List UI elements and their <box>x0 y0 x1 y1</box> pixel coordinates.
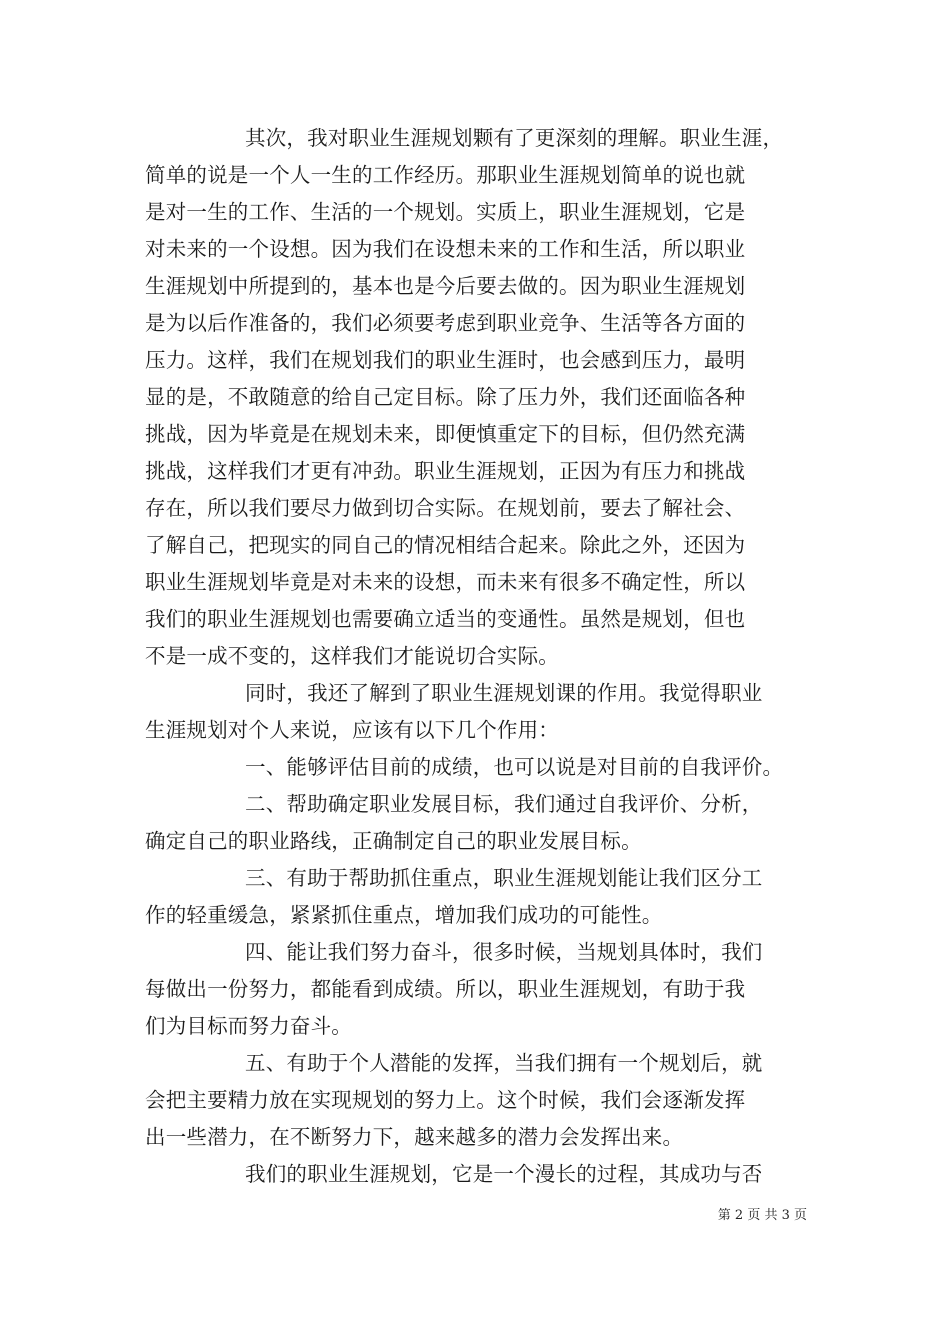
text-line: 挑战，这样我们才更有冲劲。职业生涯规划，正因为有压力和挑战 <box>145 459 746 483</box>
paragraph-first-line: 同时，我还了解到了职业生涯规划课的作用。我觉得职业 <box>245 681 763 705</box>
paragraph-first-line: 四、能让我们努力奋斗，很多时候，当规划具体时，我们 <box>245 940 763 964</box>
text-line: 生涯规划对个人来说，应该有以下几个作用： <box>145 718 559 742</box>
paragraph-first-line: 我们的职业生涯规划，它是一个漫长的过程，其成功与否 <box>245 1162 763 1186</box>
text-line: 生涯规划中所提到的，基本也是今后要去做的。因为职业生涯规划 <box>145 274 746 298</box>
document-body <box>145 120 807 1193</box>
text-line: 每做出一份努力，都能看到成绩。所以，职业生涯规划，有助于我 <box>145 977 746 1001</box>
text-line: 会把主要精力放在实现规划的努力上。这个时候，我们会逐渐发挥 <box>145 1088 746 1112</box>
text-line: 不是一成不变的，这样我们才能说切合实际。 <box>145 644 559 668</box>
text-line: 压力。这样，我们在规划我们的职业生涯时，也会感到压力，最明 <box>145 348 746 372</box>
paragraph-first-line: 五、有助于个人潜能的发挥，当我们拥有一个规划后，就 <box>245 1051 763 1075</box>
paragraph-first-line: 一、能够评估目前的成绩，也可以说是对目前的自我评价。 <box>245 755 784 779</box>
text-line: 了解自己，把现实的同自己的情况相结合起来。除此之外，还因为 <box>145 533 746 557</box>
text-line: 作的轻重缓急，紧紧抓住重点，增加我们成功的可能性。 <box>145 903 663 927</box>
text-line: 显的是，不敢随意的给自己定目标。除了压力外，我们还面临各种 <box>145 385 746 409</box>
paragraph-first-line: 其次，我对职业生涯规划颗有了更深刻的理解。职业生涯， <box>245 126 784 150</box>
text-line: 我们的职业生涯规划也需要确立适当的变通性。虽然是规划，但也 <box>145 607 746 631</box>
text-line: 们为目标而努力奋斗。 <box>145 1014 352 1038</box>
text-line: 挑战，因为毕竟是在规划未来，即便慎重定下的目标，但仍然充满 <box>145 422 746 446</box>
text-line: 简单的说是一个人一生的工作经历。那职业生涯规划简单的说也就 <box>145 163 746 187</box>
text-line: 对未来的一个设想。因为我们在设想未来的工作和生活，所以职业 <box>145 237 746 261</box>
text-line: 是为以后作准备的，我们必须要考虑到职业竞争、生活等各方面的 <box>145 311 746 335</box>
page-number-footer: 第 2 页 共 3 页 <box>717 1208 807 1223</box>
text-line: 存在，所以我们要尽力做到切合实际。在规划前，要去了解社会、 <box>145 496 746 520</box>
text-line: 是对一生的工作、生活的一个规划。实质上，职业生涯规划，它是 <box>145 200 746 224</box>
text-line: 出一些潜力，在不断努力下，越来越多的潜力会发挥出来。 <box>145 1125 684 1149</box>
text-line: 职业生涯规划毕竟是对未来的设想，而未来有很多不确定性，所以 <box>145 570 746 594</box>
paragraph-first-line: 三、有助于帮助抓住重点，职业生涯规划能让我们区分工 <box>245 866 763 890</box>
text-line: 确定自己的职业路线，正确制定自己的职业发展目标。 <box>145 829 642 853</box>
paragraph-first-line: 二、帮助确定职业发展目标，我们通过自我评价、分析， <box>245 792 763 816</box>
